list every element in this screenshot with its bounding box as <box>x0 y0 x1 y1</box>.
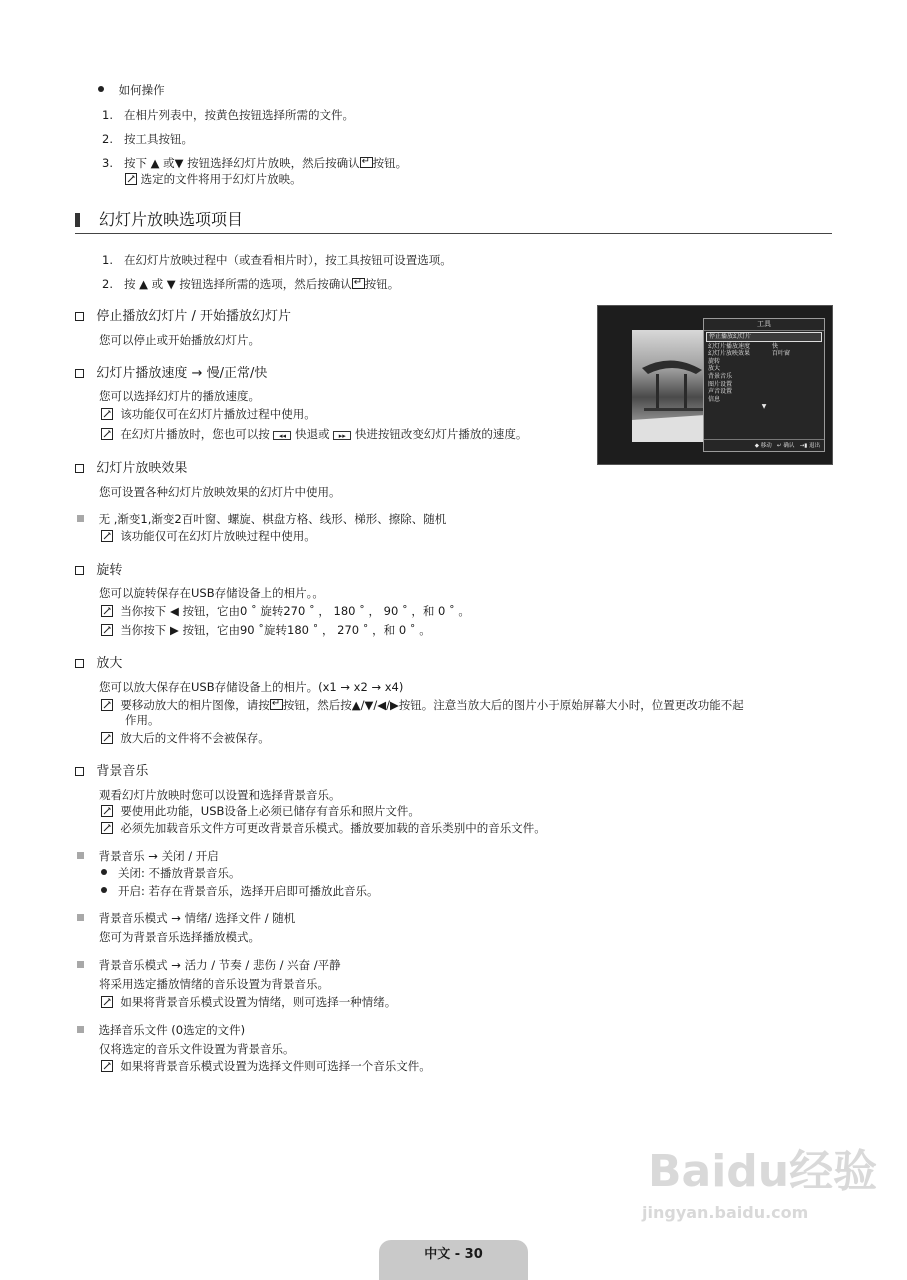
move-icon: ◆ <box>754 443 759 449</box>
music-file-desc: 仅将选定的音乐文件设置为背景音乐。 <box>99 1042 295 1056</box>
enter-icon <box>360 157 373 168</box>
watermark-url: jingyan.baidu.com <box>642 1203 809 1222</box>
stop-desc: 您可以停止或开始播放幻灯片。 <box>99 333 260 347</box>
baidu-logo: Baidu经验 <box>648 1146 878 1197</box>
gray-square-icon <box>77 852 84 859</box>
effect-desc: 您可设置各种幻灯片放映效果的幻灯片中使用。 <box>99 485 341 499</box>
gray-square-icon <box>77 1026 84 1033</box>
music-onoff-title: 背景音乐 → 关闭 / 开启 <box>77 848 219 864</box>
music-desc: 观看幻灯片放映时您可以设置和选择背景音乐。 <box>99 788 341 802</box>
enter-icon: ↵ <box>776 443 782 449</box>
checkbox-square-icon <box>75 767 84 776</box>
section-rule <box>75 233 832 234</box>
zoom-note-1-cont: 作用。 <box>125 713 160 727</box>
enter-icon <box>352 278 365 289</box>
music-file-note: 如果将背景音乐模式设置为选择文件则可选择一个音乐文件。 <box>101 1058 431 1074</box>
music-mode-desc: 您可为背景音乐选择播放模式。 <box>99 930 260 944</box>
tools-menu-item-label: 停止播放幻灯片 <box>709 333 752 340</box>
note-icon <box>101 605 113 617</box>
music-mood-desc: 将采用选定播放情绪的音乐设置为背景音乐。 <box>99 977 329 991</box>
speed-note-1: 该功能仅可在幻灯片播放过程中使用。 <box>101 406 316 422</box>
effect-list: 无 ,渐变1,渐变2百叶窗、螺旋、棋盘方格、线形、梯形、擦除、随机 <box>77 511 446 527</box>
tools-menu-item[interactable] <box>704 350 824 358</box>
rotate-note-2: 当你按下 ▶ 按钮，它由90 ˚旋转180 ˚ ， 270 ˚ ，和 0 ˚ 。 <box>101 622 431 638</box>
gray-square-icon <box>77 961 84 968</box>
speed-desc: 您可以选择幻灯片的播放速度。 <box>99 389 260 403</box>
tools-menu-item-label: 放大 <box>708 365 721 373</box>
note-icon <box>101 530 113 542</box>
gray-square-icon <box>77 914 84 921</box>
music-off-desc: 关闭: 不播放背景音乐。 <box>101 865 241 881</box>
exit-icon: →▮ <box>799 443 808 449</box>
music-mode-title: 背景音乐模式 → 情绪/ 选择文件 / 随机 <box>77 910 295 926</box>
options-step-2: 2. 按 ▲ 或 ▼ 按钮选择所需的选项，然后按确认↵ 按钮。 <box>102 276 399 292</box>
intro-step-3: 3. 按下 ▲ 或▼ 按钮选择幻灯片放映，然后按确认↵ 按钮。 <box>102 155 407 171</box>
note-icon <box>125 173 137 185</box>
tools-menu-item-label: 图片设置 <box>708 380 733 388</box>
fast-forward-key-icon: ▸▸ <box>333 431 351 440</box>
section-title: 幻灯片放映选项项目 <box>99 210 244 229</box>
music-note-1: 要使用此功能，USB设备上必须已储存有音乐和照片文件。 <box>101 803 420 819</box>
note-icon <box>101 408 113 420</box>
tools-menu-item[interactable] <box>706 332 822 342</box>
rotate-note-1: 当你按下 ◀ 按钮，它由0 ˚ 旋转270 ˚ ， 180 ˚ ， 90 ˚ ，和 0 ˚ 。 <box>101 603 470 619</box>
checkbox-square-icon <box>75 566 84 575</box>
speed-note-2: 在幻灯片播放时，您也可以按 ◂◂ 快退或 ▸▸ 快进按钮改变幻灯片播放的速度。 <box>101 426 527 442</box>
bullet-icon <box>101 869 107 875</box>
tools-menu-title: 工具 <box>704 319 824 331</box>
music-on-desc: 开启: 若存在背景音乐，选择开启即可播放此音乐。 <box>101 883 379 899</box>
heading-speed: 幻灯片播放速度 → 慢/正常/快 <box>75 365 267 383</box>
heading-rotate: 旋转 <box>75 562 122 580</box>
gray-square-icon <box>77 515 84 522</box>
tools-menu-item-label: 幻灯片播放速度 <box>708 342 751 350</box>
intro-step-1: 1. 在相片列表中，按黄色按钮选择所需的文件。 <box>102 108 354 122</box>
tools-menu-item-value: 快 <box>772 342 779 350</box>
heading-music: 背景音乐 <box>75 763 148 781</box>
tools-menu-item[interactable] <box>704 396 824 404</box>
note-icon <box>101 624 113 636</box>
heading-effect: 幻灯片放映效果 <box>75 460 187 478</box>
tools-menu-footer: ◆ 移动 ↵ 确认 →▮ 退出 <box>704 439 824 451</box>
note-icon <box>101 699 113 711</box>
zoom-note-2: 放大后的文件将不会被保存。 <box>101 730 270 746</box>
checkbox-square-icon <box>75 312 84 321</box>
bullet-icon <box>101 887 107 893</box>
intro-step-2: 2. 按工具按钮。 <box>102 132 193 146</box>
heading-stop: 停止播放幻灯片 / 开始播放幻灯片 <box>75 308 291 326</box>
tools-menu-item[interactable] <box>704 373 824 381</box>
checkbox-square-icon <box>75 659 84 668</box>
baidu-watermark <box>642 1146 878 1222</box>
intro-note: 选定的文件将用于幻灯片放映。 <box>125 171 302 187</box>
music-file-title: 选择音乐文件 (0选定的文件) <box>77 1022 245 1038</box>
music-note-2: 必须先加载音乐文件方可更改背景音乐模式。播放要加载的音乐类别中的音乐文件。 <box>101 820 546 836</box>
tools-menu-item-label: 幻灯片放映效果 <box>708 350 751 358</box>
note-icon <box>101 822 113 834</box>
heading-zoom: 放大 <box>75 655 122 673</box>
page-number: 中文 - 30 <box>379 1240 528 1280</box>
tools-menu-item[interactable] <box>704 358 824 366</box>
note-icon <box>101 428 113 440</box>
scroll-down-icon[interactable]: ▼ <box>761 403 767 411</box>
tools-menu-item[interactable] <box>704 365 824 373</box>
checkbox-square-icon <box>75 369 84 378</box>
tv-screenshot <box>597 305 833 465</box>
rewind-key-icon: ◂◂ <box>273 431 291 440</box>
enter-icon <box>270 699 283 710</box>
zoom-note-1: 要移动放大的相片图像，请按↵ 按钮，然后按▲/▼/◀/▶按钮。注意当放大后的图片小于原始屏幕大小时，位置更改功能不起 <box>101 697 744 713</box>
options-step-1: 1. 在幻灯片放映过程中（或查看相片时），按工具按钮可设置选项。 <box>102 253 452 267</box>
note-icon <box>101 805 113 817</box>
tools-menu-item-label: 信息 <box>708 395 721 403</box>
effect-note: 该功能仅可在幻灯片放映过程中使用。 <box>101 528 316 544</box>
tools-menu <box>703 318 825 452</box>
music-mood-note: 如果将背景音乐模式设置为情绪，则可选择一种情绪。 <box>101 994 396 1010</box>
note-icon <box>101 1060 113 1072</box>
tools-menu-item[interactable] <box>704 388 824 396</box>
checkbox-square-icon <box>75 464 84 473</box>
music-mood-title: 背景音乐模式 → 活力 / 节奏 / 悲伤 / 兴奋 /平静 <box>77 957 341 973</box>
rotate-desc: 您可以旋转保存在USB存储设备上的相片。。 <box>99 586 324 600</box>
note-icon <box>101 996 113 1008</box>
bullet-icon <box>98 86 104 92</box>
note-icon <box>101 732 113 744</box>
intro-bullet: 如何操作 <box>98 82 165 98</box>
tools-menu-item-value: 百叶窗 <box>772 350 791 358</box>
tools-menu-item-label: 声音设置 <box>708 388 733 396</box>
tools-menu-item-label: 旋转 <box>708 357 721 365</box>
section-marker <box>75 213 80 227</box>
zoom-desc: 您可以放大保存在USB存储设备上的相片。(x1 → x2 → x4) <box>99 680 404 694</box>
tools-menu-item-label: 背景音乐 <box>708 372 733 380</box>
